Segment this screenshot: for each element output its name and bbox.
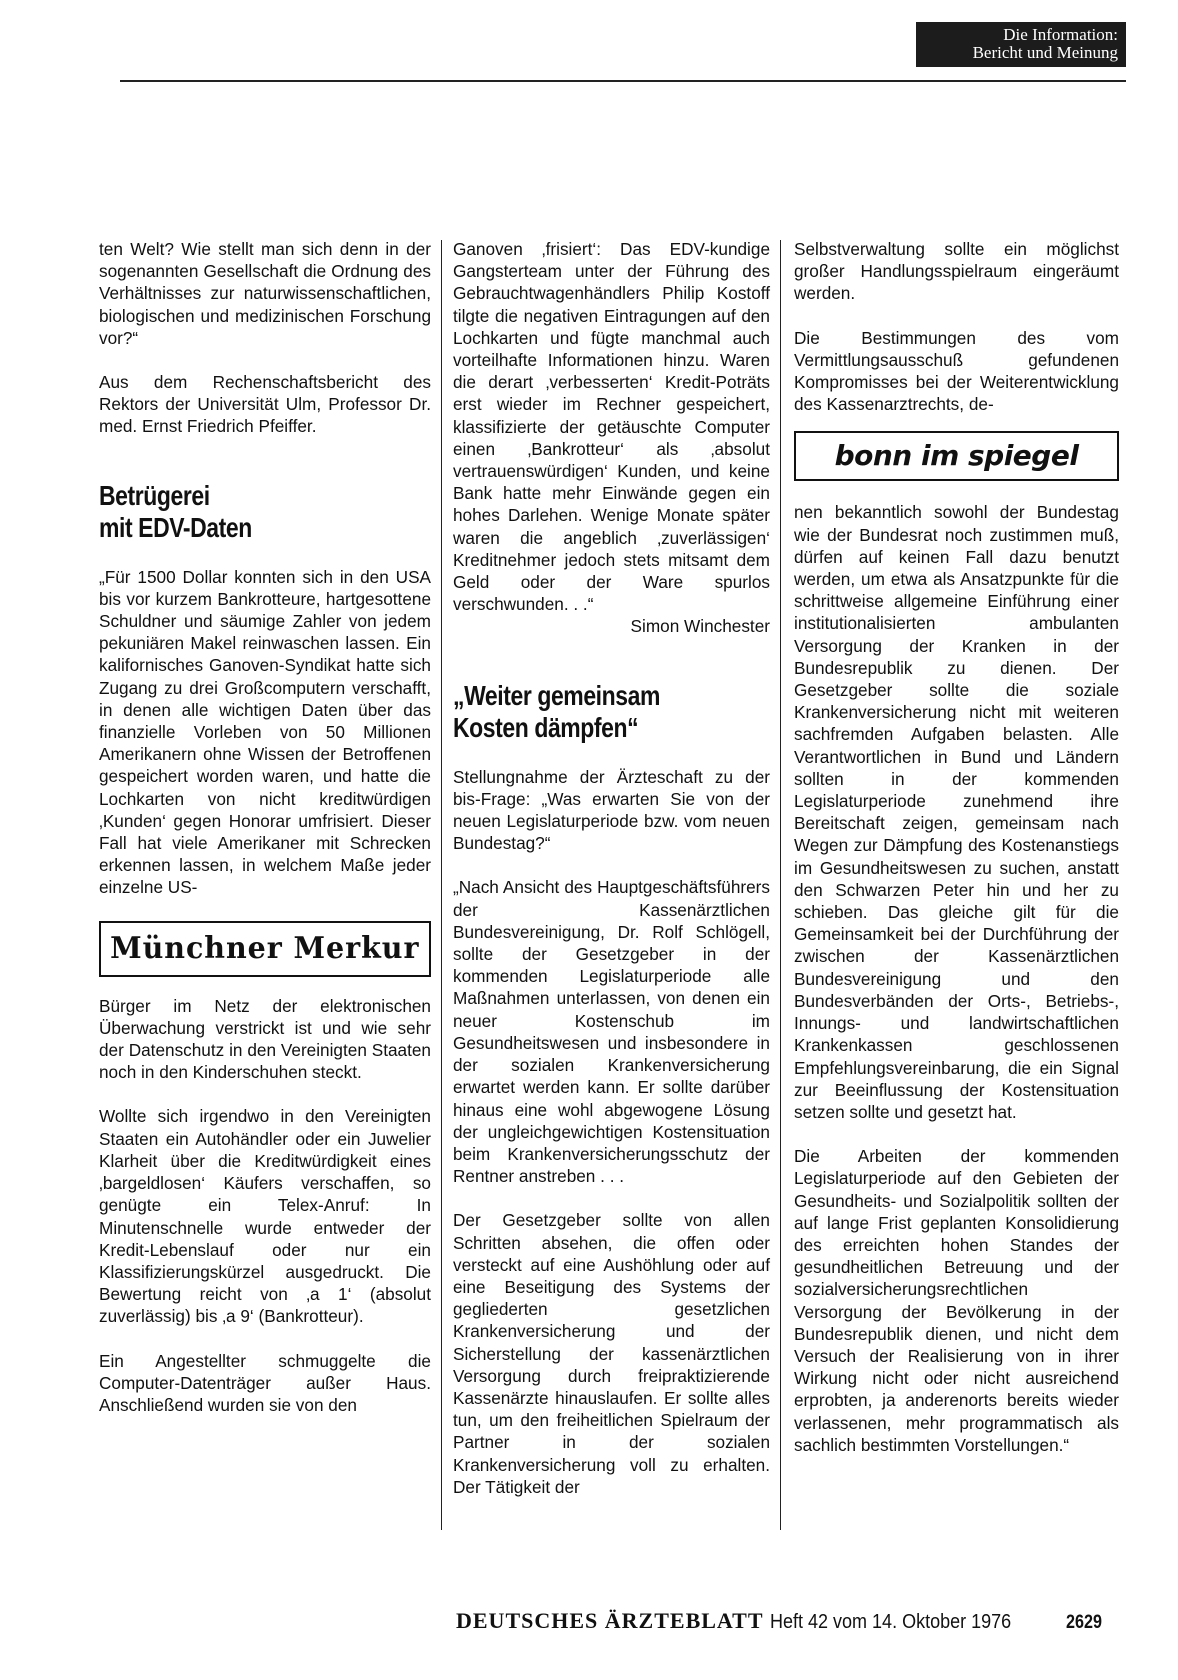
headline-line: Kosten dämpfen“ — [453, 711, 639, 743]
paragraph: Selbstverwaltung sollte ein möglichst großer Handlungsspielraum eingeräumt werden. — [794, 239, 1119, 304]
source-note: Aus dem Rechenschaftsbericht des Rektors der Universität Ulm, Professor Dr. med. Ernst Friedrich Pfeiffer. — [99, 372, 431, 437]
headline-line: „Weiter gemeinsam — [453, 679, 660, 711]
section-label-line1: Die Information: — [1003, 25, 1118, 44]
page-footer — [456, 1608, 1102, 1635]
issue-info: Heft 42 vom 14. Oktober 1976 — [769, 1611, 1011, 1633]
header-rule — [120, 80, 1126, 82]
column-divider — [780, 240, 781, 1530]
section-label — [916, 22, 1126, 67]
logo-text: bonn im spiegel — [834, 439, 1079, 473]
section-label-line2: Bericht und Meinung — [972, 43, 1118, 62]
paragraph: Die Arbeiten der kommenden Legislaturperiode auf den Gebieten der Gesundheits- und Sozialpolitik sollten der auf lange Frist geplanten Konsolidierung des erreichten hohen Standes der gesundheitlichen Betreuung und der sozialversicherungsrechtlichen Versorgung der Bevölkerung in der Bundesrepublik dienen, und nicht dem Versuch der Realisierung von in ihrer Wirkung nicht oder nicht ausreichend erprobten, ja anderenorts bereits wieder verlassenen, mehr programmatisch als sachlich bestimmten Vorstellungen.“ — [794, 1146, 1119, 1455]
column-3 — [794, 238, 1119, 1456]
paragraph: „Für 1500 Dollar konnten sich in den USA bis vor kurzem Bankrotteure, hartgesottene Schuldner und säumige Zahler von jedem pekuniären Makel reinwaschen lassen. Ein kalifornisches Ganoven-Syndikat hatte sich Zugang zu drei Großcomputern verschafft, in denen alle wichtigen Daten über das finanzielle Vorleben von 50 Millionen Amerikanern ohne Wissen der Betroffenen gespeichert worden waren, und hatte die Lochkarten von nicht kreditwürdigen ‚Kunden‘ gegen Honorar umfrisiert. Dieser Fall hat viele Amerikaner mit Schrecken erkennen lassen, in welchem Maße jeder einzelne US- — [99, 566, 431, 898]
publication-name: DEUTSCHES ÄRZTEBLATT — [456, 1608, 764, 1633]
author-credit: Simon Winchester — [630, 616, 770, 637]
newspaper-logo-muenchner-merkur — [99, 921, 431, 977]
paragraph: Der Gesetzgeber sollte von allen Schritten absehen, die offen oder versteckt auf eine Aushöhlung oder auf eine Beseitigung des Systems der gegliederten gesetzlichen Krankenversicherung und der Sicherstellung der kassenärztlichen Versorgung durch freipraktizierende Kassenärzte hinauslaufen. Er sollte alles tun, um den freiheitlichen Spielraum der Partner in der sozialen Krankenversicherung voll zu erhalten. Der Tätigkeit der — [453, 1210, 770, 1497]
article-headline — [453, 680, 713, 744]
column-logo-bonn-im-spiegel — [794, 431, 1119, 481]
headline-line: Betrügerei — [99, 479, 210, 511]
page-number: 2629 — [1066, 1612, 1102, 1633]
paragraph: nen bekanntlich sowohl der Bundestag wie der Bundesrat noch zustimmen muß, dürfen auf keinen Fall dazu benutzt werden, um etwa als Ansatzpunkte für die schrittweise allgemeine Einführung einer institutionalisierten ambulanten Versorgung der Kranken in der Bundesrepublik zu dienen. Der Gesetzgeber sollte die soziale Krankenversicherung nicht mit weiteren sachfremden Aufgaben belasten. Alle Verantwortlichen in Bund und Ländern sollten in der kommenden Legislaturperiode zunehmend ihre Bereitschaft zeigen, gemeinsam nach Wegen zur Dämpfung des Kostenanstiegs im Gesundheitswesen zu suchen, anstatt den Schwarzen Peter hin und her zu schieben. Das gleiche gilt für die Gemeinsamkeit bei der Durchführung der zwischen der Kassenärztlichen Bundesvereinigung und den Bundesverbänden der Orts-, Betriebs-, Innungs- und landwirtschaftlichen Krankenkassen geschlossenen Empfehlungsvereinbarung, die ein Signal zur Beeinflussung der Kostensituation setzen sollte und gesetzt hat. — [794, 502, 1119, 1122]
paragraph: Ein Angestellter schmuggelte die Computer-Datenträger außer Haus. Anschließend wurden sie von den — [99, 1350, 431, 1415]
column-2 — [453, 238, 770, 1498]
logo-text: Münchner Merkur — [110, 930, 420, 966]
column-1 — [99, 238, 431, 1416]
headline-line: mit EDV-Daten — [99, 511, 252, 543]
paragraph: Bürger im Netz der elektronischen Überwachung verstrickt ist und wie sehr der Datenschutz in den Vereinigten Staaten noch in den Kinderschuhen steckt. — [99, 995, 431, 1083]
paragraph: ten Welt? Wie stellt man sich denn in der sogenannten Gesellschaft die Ordnung des Verhältnisses zur naturwissenschaftlichen, biologischen und medizinischen Forschung vor?“ — [99, 239, 431, 348]
paragraph: Wollte sich irgendwo in den Vereinigten Staaten ein Autohändler oder ein Juwelier Klarheit über die Kreditwürdigkeit eines ‚bargeldlosen‘ Käufers verschaffen, so genügte ein Telex-Anruf: In Minutenschnelle wurde entweder der Kredit-Lebenslauf oder nur ein Klassifizierungskürzel ausgedruckt. Die Bewertung reicht von ‚a 1‘ (absolut zuverlässig) bis ‚a 9‘ (Bankrotteur). — [99, 1106, 431, 1327]
article-headline — [99, 480, 371, 544]
intro-paragraph: Stellungnahme der Ärzteschaft zu der bis-Frage: „Was erwarten Sie von der neuen Legislaturperiode bzw. vom neuen Bundestag?“ — [453, 766, 770, 854]
paragraph: „Nach Ansicht des Hauptgeschäftsführers der Kassenärztlichen Bundesvereinigung, Dr. Rolf Schlögell, sollte der Gesetzgeber in der kommenden Legislaturperiode alle Maßnahmen unterlassen, von denen ein neuer Kostenschub im Gesundheitswesen und insbesondere in der sozialen Krankenversicherung erwartet werden kann. Er sollte darüber hinaus eine wohl abgewogene Lösung der ungleichgewichtigen Kostensituation beim Krankenversicherungsschutz der Rentner anstreben . . . — [453, 877, 770, 1187]
paragraph: Ganoven ‚frisiert‘: Das EDV-kundige Gangsterteam unter der Führung des Gebrauchtwagenhändlers Philip Kostoff tilgte die negativen Eintragungen auf den Lochkarten und fügte manchmal auch vorteilhafte Informationen hinzu. Waren die derart ‚verbesserten‘ Kredit-Poträts erst wieder im Rechner gespeichert, klassifizierte der getäuschte Computer einen ‚Bankrotteur‘ als ‚absolut vertrauenswürdigen‘ Kunden, und keine Bank hatte mehr Einwände gegen ein hohes Darlehen. Wenige Monate später waren die angeblich ‚zuverlässigen‘ Kreditnehmer jedoch stets mitsamt dem Geld oder der Ware spurlos verschwunden. . .“ — [453, 239, 770, 615]
column-divider — [441, 240, 442, 1530]
paragraph: Die Bestimmungen des vom Vermittlungsausschuß gefundenen Kompromisses bei der Weiterentwicklung des Kassenarztrechts, de- — [794, 327, 1119, 415]
